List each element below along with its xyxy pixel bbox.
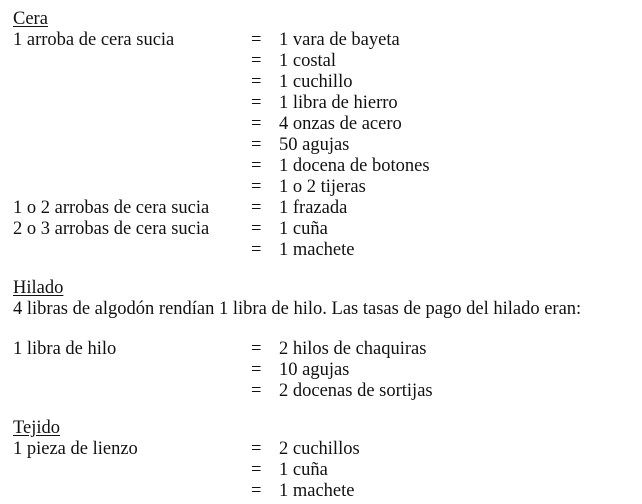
equals-sign: = — [251, 240, 262, 260]
section-cera — [13, 9, 638, 261]
table-row — [13, 481, 638, 502]
table-row — [13, 460, 638, 481]
table-row — [13, 72, 638, 93]
row-value: 2 hilos de chaquiras — [279, 339, 427, 359]
row-value: 1 vara de bayeta — [279, 30, 400, 50]
row-value: 1 costal — [279, 51, 337, 71]
equals-sign: = — [251, 114, 262, 134]
table-row — [13, 93, 638, 114]
equals-sign: = — [251, 460, 262, 480]
table-row — [13, 219, 638, 240]
equals-sign: = — [251, 219, 262, 239]
row-value: 1 frazada — [279, 198, 348, 218]
row-item: 2 o 3 arrobas de cera sucia — [13, 219, 210, 239]
row-item: 1 libra de hilo — [13, 339, 117, 359]
equals-sign: = — [251, 360, 262, 380]
row-value: 1 machete — [279, 240, 355, 260]
row-value: 1 libra de hierro — [279, 93, 398, 113]
row-value: 1 docena de botones — [279, 156, 430, 176]
table-row — [13, 381, 638, 402]
section-hilado — [13, 278, 638, 402]
table-row — [13, 439, 638, 460]
table-row — [13, 114, 638, 135]
section-heading: Cera — [13, 9, 48, 29]
section-intro: 4 libras de algodón rendían 1 libra de hilo. Las tasas de pago del hilado eran: — [13, 299, 582, 319]
table-row — [13, 177, 638, 198]
row-value: 1 cuchillo — [279, 72, 353, 92]
row-item: 1 pieza de lienzo — [13, 439, 138, 459]
row-value: 1 cuña — [279, 219, 328, 239]
section-tejido — [13, 418, 638, 502]
table-row — [13, 198, 638, 219]
equals-sign: = — [251, 51, 262, 71]
equals-sign: = — [251, 481, 262, 501]
equals-sign: = — [251, 93, 262, 113]
row-value: 10 agujas — [279, 360, 350, 380]
row-value: 1 cuña — [279, 460, 328, 480]
row-item: 1 o 2 arrobas de cera sucia — [13, 198, 210, 218]
equals-sign: = — [251, 198, 262, 218]
table-row — [13, 156, 638, 177]
section-heading: Tejido — [13, 418, 60, 438]
equals-sign: = — [251, 339, 262, 359]
table-row — [13, 360, 638, 381]
table-row — [13, 51, 638, 72]
table-row — [13, 240, 638, 261]
equals-sign: = — [251, 439, 262, 459]
table-row — [13, 30, 638, 51]
equals-sign: = — [251, 156, 262, 176]
equals-sign: = — [251, 30, 262, 50]
row-value: 2 cuchillos — [279, 439, 360, 459]
section-heading: Hilado — [13, 278, 64, 298]
row-value: 1 machete — [279, 481, 355, 501]
equals-sign: = — [251, 177, 262, 197]
equals-sign: = — [251, 135, 262, 155]
table-row — [13, 339, 638, 360]
row-item: 1 arroba de cera sucia — [13, 30, 175, 50]
row-value: 1 o 2 tijeras — [279, 177, 366, 197]
table-row — [13, 135, 638, 156]
equals-sign: = — [251, 381, 262, 401]
equals-sign: = — [251, 72, 262, 92]
row-value: 2 docenas de sortijas — [279, 381, 433, 401]
row-value: 4 onzas de acero — [279, 114, 402, 134]
row-value: 50 agujas — [279, 135, 350, 155]
